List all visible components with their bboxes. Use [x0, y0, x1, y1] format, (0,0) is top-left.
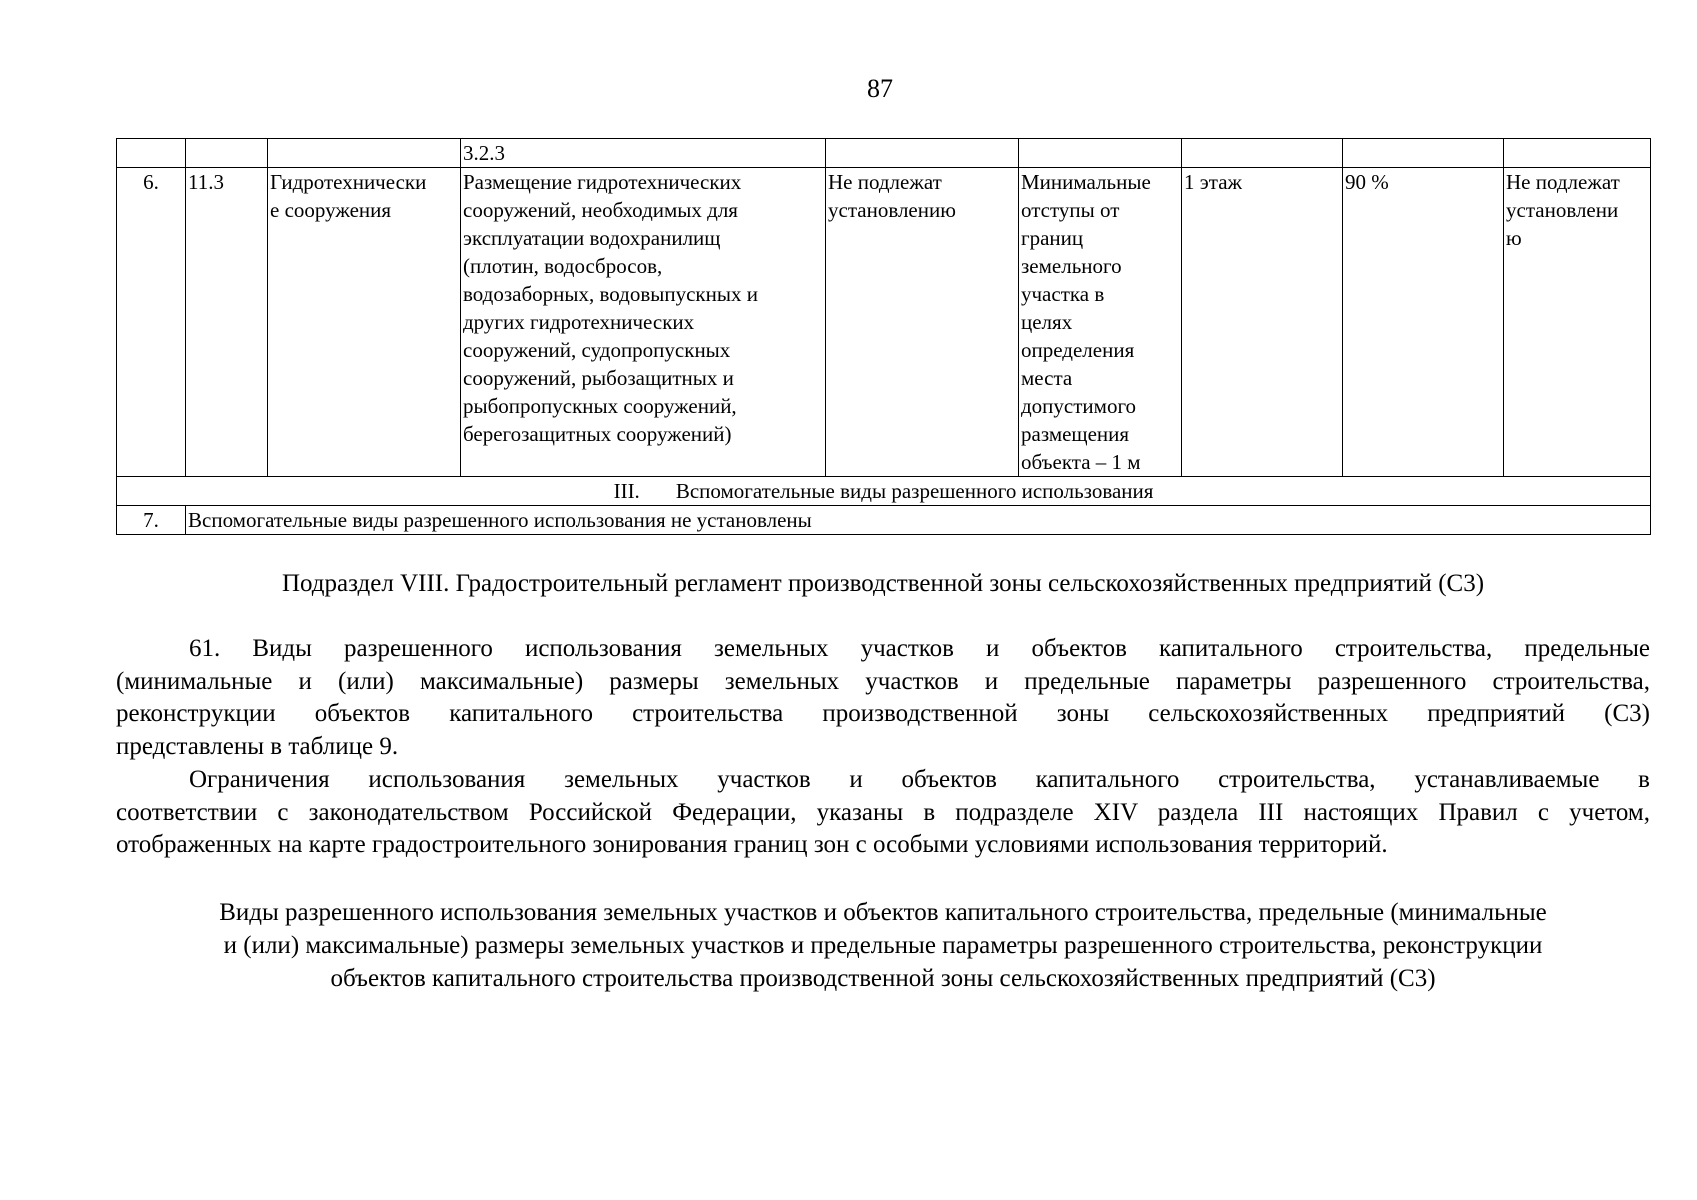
paragraph-line: реконструкции объектов капитального строительства производственной зоны сельскохозяйственных предприятий (С3)	[116, 700, 1650, 727]
setback-line: определения	[1021, 338, 1135, 362]
description-line: рыбопропускных сооружений,	[463, 394, 737, 418]
table-cell-code-ref: 3.2.3	[461, 139, 826, 168]
section-title-cell	[117, 477, 1651, 506]
description-line: берегозащитных сооружений)	[463, 422, 732, 446]
caption-line: и (или) максимальные) размеры земельных участков и предельные параметры разрешенного строительства, реконструкции	[223, 932, 1543, 959]
use-description	[461, 168, 826, 477]
plot-size	[826, 168, 1019, 477]
setback-line: допустимого	[1021, 394, 1137, 418]
description-line: водозаборных, водовыпускных и	[463, 282, 758, 306]
table-cell	[268, 139, 461, 168]
description-line: сооружений, судопропускных	[463, 338, 731, 362]
setback-line: места	[1021, 366, 1073, 390]
paragraph-restrictions	[116, 764, 1650, 862]
table-cell	[1504, 139, 1651, 168]
setback-line: объекта – 1 м	[1021, 450, 1141, 474]
paragraph-line: отображенных на карте градостроительного зонирования границ зон с особыми условиями использования территорий.	[116, 831, 1388, 858]
description-line: сооружений, необходимых для	[463, 198, 738, 222]
paragraph-line: (минимальные и (или) максимальные) размеры земельных участков и предельные параметры разрешенного строительства,	[116, 667, 1650, 695]
other-line: ю	[1506, 226, 1522, 250]
setback-line: отступы от	[1021, 198, 1120, 222]
paragraph-line: соответствии с законодательством Российской Федерации, указаны в подразделе XIV раздела III настоящих Правил с учетом,	[116, 798, 1650, 826]
paragraph-line: представлены в таблице 9.	[116, 732, 399, 760]
table-cell	[826, 139, 1019, 168]
section-roman-numeral: III.	[613, 479, 640, 503]
section-title: Вспомогательные виды разрешенного использования	[675, 479, 1154, 503]
other-parameters	[1504, 168, 1651, 477]
use-name-line: е сооружения	[270, 198, 392, 222]
table-section-row	[117, 477, 1651, 506]
use-code: 11.3	[186, 168, 268, 477]
other-line: Не подлежат	[1506, 170, 1620, 194]
setback-line: участка в	[1021, 282, 1105, 306]
setback-line: Минимальные	[1021, 170, 1151, 194]
table-cell	[117, 139, 186, 168]
regulation-table	[116, 138, 1651, 535]
table-cell	[1343, 139, 1504, 168]
subsection-heading: Подраздел VIII. Градостроительный регламент производственной зоны сельскохозяйственных предприятий (С3)	[281, 570, 1485, 597]
max-coverage: 90 %	[1343, 168, 1504, 477]
description-line: Размещение гидротехнических	[463, 170, 742, 194]
table-caption	[116, 896, 1650, 995]
page-number: 87	[867, 74, 893, 103]
table-row-7	[117, 506, 1651, 535]
table-cell	[1019, 139, 1182, 168]
caption-line: Виды разрешенного использования земельных участков и объектов капитального строительства, предельные (минимальные	[219, 899, 1547, 926]
table-cell	[186, 139, 268, 168]
row-7-text: Вспомогательные виды разрешенного использования не установлены	[186, 506, 1651, 535]
table-cell	[1182, 139, 1343, 168]
table-row-6	[117, 168, 1651, 477]
other-line: установлени	[1506, 198, 1619, 222]
setback-line: границ	[1021, 226, 1084, 250]
setbacks	[1019, 168, 1182, 477]
setback-line: целях	[1021, 310, 1073, 334]
paragraph-line: Ограничения использования земельных участков и объектов капитального строительства, устанавливаемые в	[189, 766, 1650, 793]
paragraph-line: 61. Виды разрешенного использования земельных участков и объектов капитального строительства, предельные	[189, 635, 1650, 662]
description-line: эксплуатации водохранилищ	[463, 226, 721, 250]
max-floors: 1 этаж	[1182, 168, 1343, 477]
row-number: 6.	[117, 168, 186, 477]
use-name	[268, 168, 461, 477]
description-line: сооружений, рыбозащитных и	[463, 366, 734, 390]
caption-line: объектов капитального строительства производственной зоны сельскохозяйственных предприятий (С3)	[330, 965, 1436, 992]
plot-size-line: Не подлежат	[828, 170, 942, 194]
use-name-line: Гидротехнически	[270, 170, 427, 194]
description-line: других гидротехнических	[463, 310, 695, 334]
row-number: 7.	[117, 506, 186, 535]
setback-line: размещения	[1021, 422, 1130, 446]
plot-size-line: установлению	[828, 198, 956, 222]
description-line: (плотин, водосбросов,	[463, 254, 663, 278]
setback-line: земельного	[1021, 254, 1122, 278]
table-row-continuation	[117, 139, 1651, 168]
paragraph-61	[116, 633, 1650, 763]
